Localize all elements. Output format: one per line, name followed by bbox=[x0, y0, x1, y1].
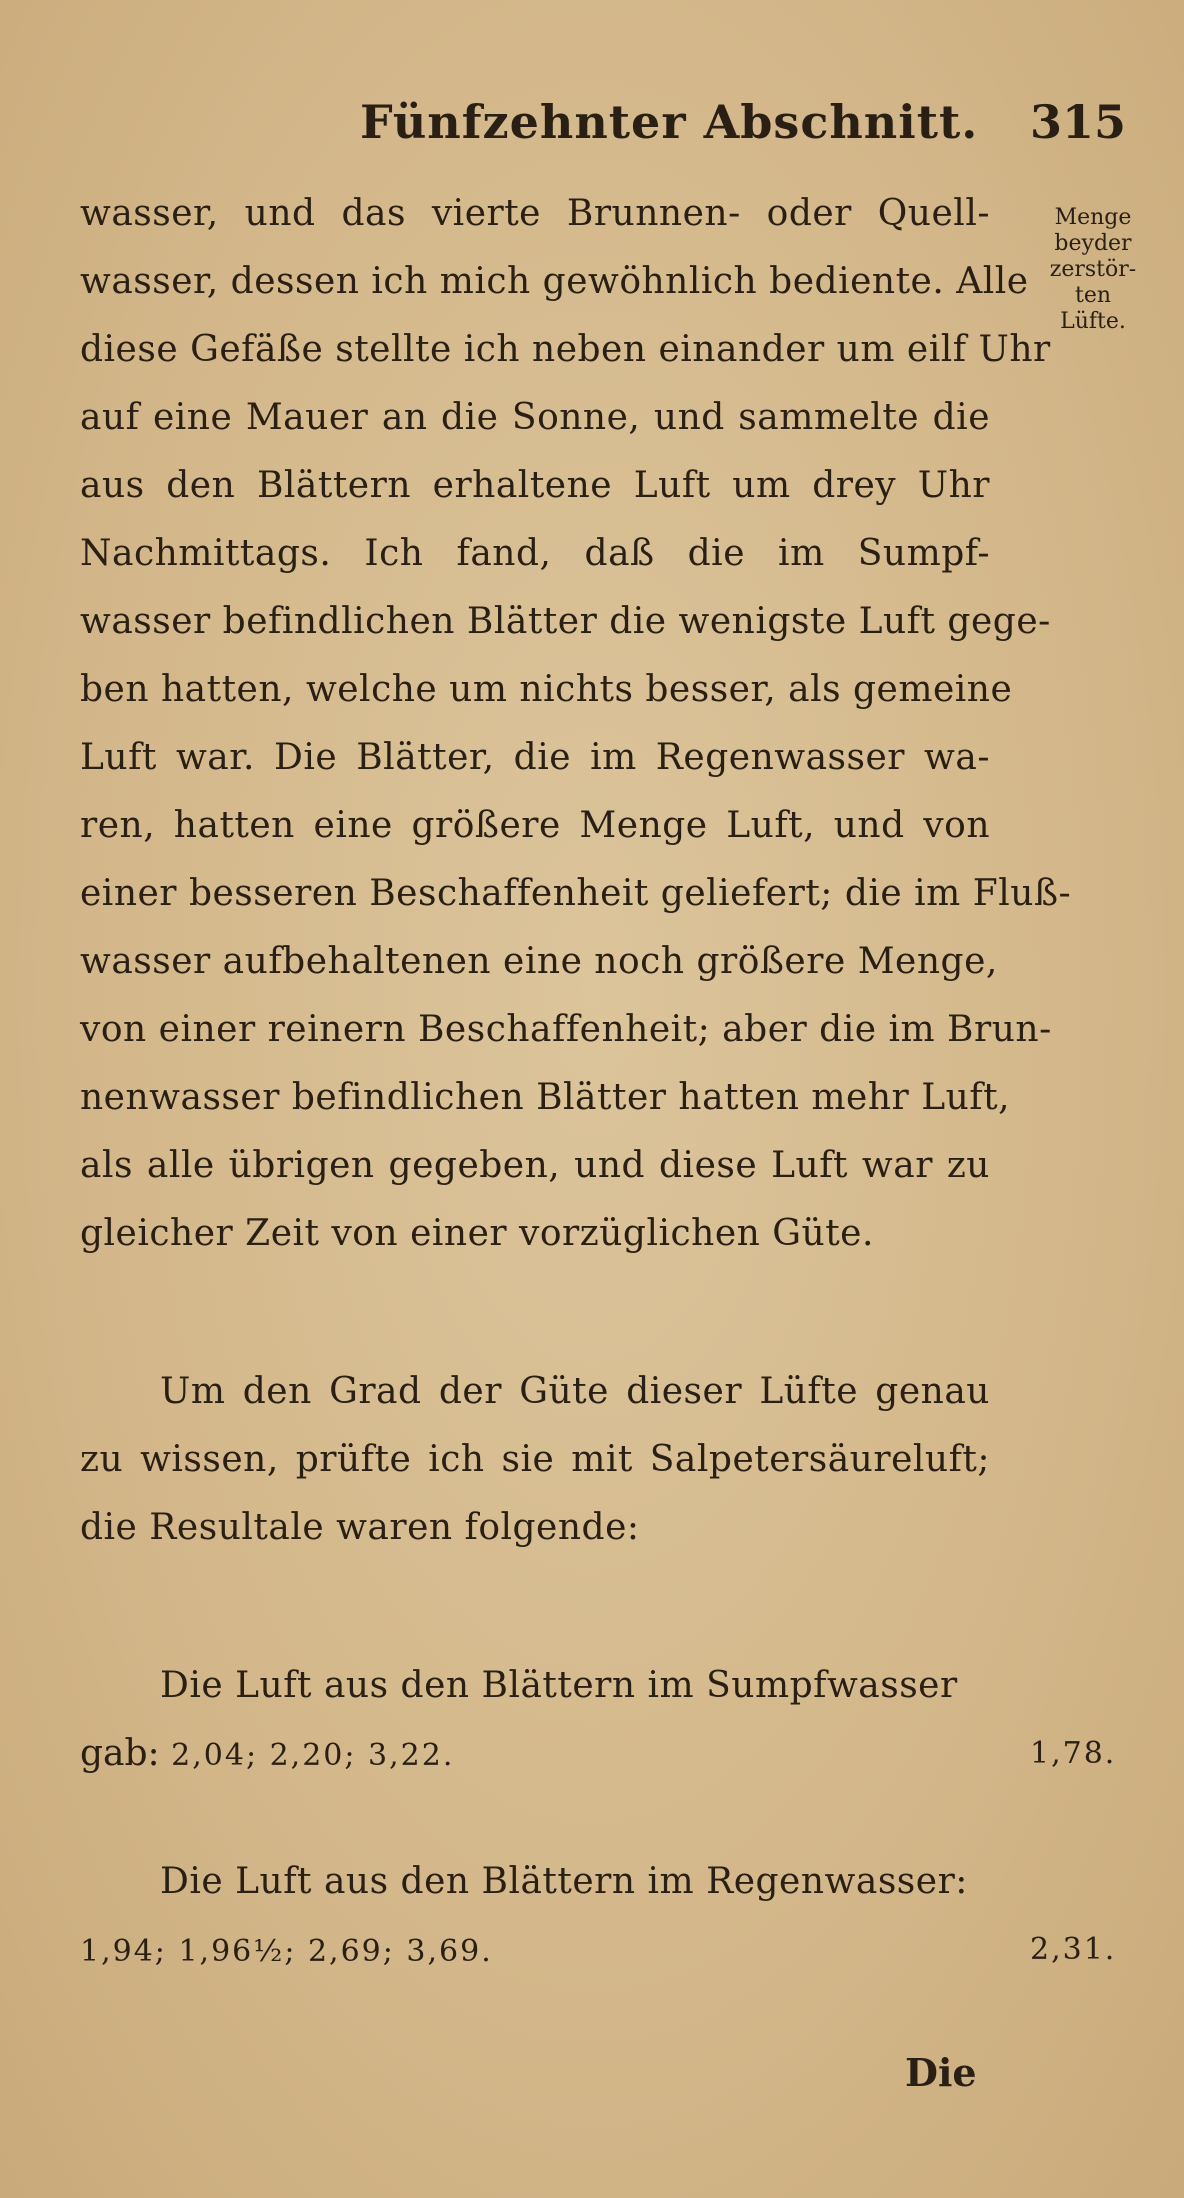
margin-note-line: Lüfte. bbox=[1060, 309, 1126, 334]
result-values: 1,94; 1,96½; 2,69; 3,69. bbox=[80, 1934, 493, 1969]
text-line: ben hatten, welche um nichts besser, als gemeine bbox=[80, 669, 1013, 710]
text-line: die Resultale waren folgende: bbox=[80, 1507, 640, 1548]
paragraph-gap bbox=[80, 1268, 990, 1358]
text-line: auf eine Mauer an die Sonne, und sammelte die bbox=[80, 397, 990, 438]
result-sumpfwasser bbox=[80, 1652, 1117, 1788]
result-label: Die Luft aus den Blättern im Regenwasser: bbox=[160, 1861, 968, 1902]
text-line: gleicher Zeit von einer vorzüglichen Güte. bbox=[80, 1213, 874, 1254]
margin-note-line: ten bbox=[1074, 283, 1112, 308]
text-line: als alle übrigen gegeben, und diese Luft war zu bbox=[80, 1145, 990, 1186]
text-line: Luft war. Die Blätter, die im Regenwasser wa- bbox=[80, 737, 990, 778]
running-title: Fünfzehnter Abschnitt. bbox=[360, 95, 979, 149]
paragraph-2 bbox=[80, 1358, 990, 1562]
result-values: 2,04; 2,20; 3,22. bbox=[171, 1738, 455, 1773]
text-line: von einer reinern Beschaffenheit; aber die im Brun- bbox=[80, 1009, 1052, 1050]
text-line: Um den Grad der Güte dieser Lüfte genau bbox=[160, 1371, 990, 1412]
result-prefix: gab: bbox=[80, 1733, 160, 1774]
page-header bbox=[0, 95, 1184, 165]
margin-note-line: Menge bbox=[1054, 205, 1132, 230]
text-line: ren, hatten eine größere Menge Luft, und von bbox=[80, 805, 990, 846]
text-line: zu wissen, prüfte ich sie mit Salpetersäureluft; bbox=[80, 1439, 990, 1480]
text-line: wasser, und das vierte Brunnen- oder Quell- bbox=[80, 193, 990, 234]
result-label: Die Luft aus den Blättern im Sumpfwasser bbox=[160, 1665, 958, 1706]
text-line: einer besseren Beschaffenheit geliefert; die im Fluß- bbox=[80, 873, 1072, 914]
text-line: wasser, dessen ich mich gewöhnlich bediente. Alle bbox=[80, 261, 1029, 302]
result-regenwasser bbox=[80, 1848, 1117, 1984]
text-line: wasser befindlichen Blätter die wenigste Luft gege- bbox=[80, 601, 1051, 642]
text-line: diese Gefäße stellte ich neben einander um eilf Uhr bbox=[80, 329, 1051, 370]
text-line: wasser aufbehaltenen eine noch größere Menge, bbox=[80, 941, 998, 982]
result-average: 1,78. bbox=[1030, 1736, 1117, 1771]
page-number: 315 bbox=[1030, 95, 1127, 149]
margin-note bbox=[1028, 205, 1158, 335]
text-line: nenwasser befindlichen Blätter hatten mehr Luft, bbox=[80, 1077, 1011, 1118]
margin-note-line: zerstör- bbox=[1049, 257, 1137, 282]
catchword: Die bbox=[905, 2050, 977, 2095]
paragraph-gap bbox=[80, 1562, 990, 1652]
result-row bbox=[80, 1720, 1117, 1788]
text-line: aus den Blättern erhaltene Luft um drey Uhr bbox=[80, 465, 990, 506]
margin-note-line: beyder bbox=[1054, 231, 1132, 256]
result-average: 2,31. bbox=[1030, 1932, 1117, 1967]
paragraph-gap bbox=[80, 1788, 990, 1848]
result-row bbox=[80, 1916, 1117, 1984]
text-line: Nachmittags. Ich fand, daß die im Sumpf- bbox=[80, 533, 990, 574]
paragraph-1 bbox=[80, 180, 1072, 1268]
